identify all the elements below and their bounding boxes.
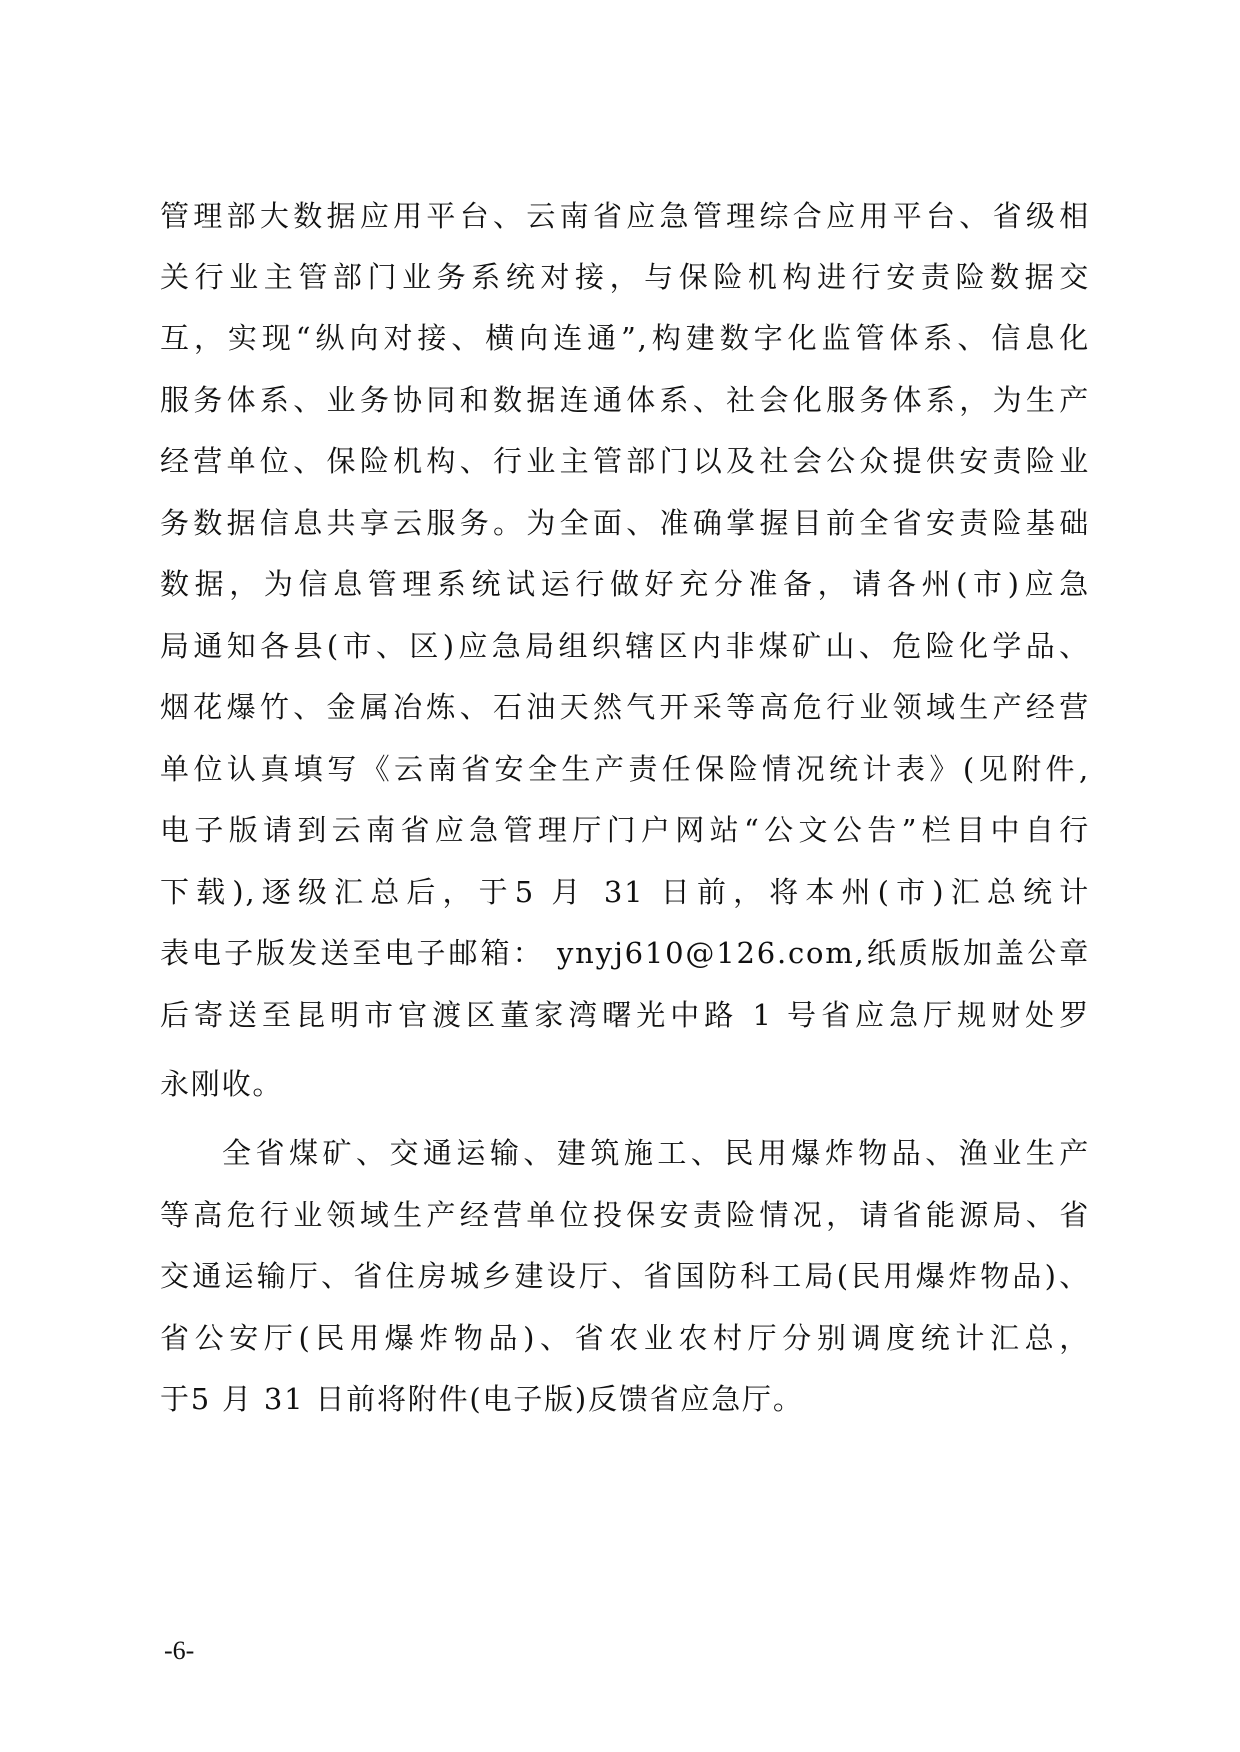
paragraph-1-line-8: 局通知各县(市、区)应急局组织辖区内非煤矿山、危险化学品、 bbox=[160, 629, 1090, 663]
paragraph-1-line-11: 电子版请到云南省应急管理厅门户网站“公文公告”栏目中自行 bbox=[160, 813, 1090, 847]
paragraph-1-line-3: 互，实现“纵向对接、横向连通”,构建数字化监管体系、信息化 bbox=[160, 321, 1090, 355]
paragraph-1-line-6: 务数据信息共享云服务。为全面、准确掌握目前全省安责险基础 bbox=[160, 506, 1090, 540]
paragraph-1-line-10: 单位认真填写《云南省安全生产责任保险情况统计表》(见附件, bbox=[160, 752, 1090, 786]
paragraph-2-line-1: 全省煤矿、交通运输、建筑施工、民用爆炸物品、渔业生产 bbox=[222, 1136, 1090, 1170]
paragraph-2-line-2: 等高危行业领域生产经营单位投保安责险情况，请省能源局、省 bbox=[160, 1198, 1090, 1232]
paragraph-1-line-2: 关行业主管部门业务系统对接，与保险机构进行安责险数据交 bbox=[160, 260, 1090, 294]
paragraph-1-line-15: 永刚收。 bbox=[160, 1067, 284, 1101]
paragraph-1-line-14: 后寄送至昆明市官渡区董家湾曙光中路 1 号省应急厅规财处罗 bbox=[160, 998, 1090, 1032]
page-number: -6- bbox=[164, 1636, 195, 1665]
paragraph-2-line-4: 省公安厅(民用爆炸物品)、省农业农村厅分别调度统计汇总， bbox=[160, 1321, 1090, 1355]
paragraph-1-line-12: 下载),逐级汇总后，于5 月 31 日前，将本州(市)汇总统计 bbox=[160, 875, 1090, 909]
paragraph-1-line-1: 管理部大数据应用平台、云南省应急管理综合应用平台、省级相 bbox=[160, 199, 1090, 233]
paragraph-1-line-7: 数据，为信息管理系统试运行做好充分准备，请各州(市)应急 bbox=[160, 567, 1090, 601]
paragraph-2-line-3: 交通运输厅、省住房城乡建设厅、省国防科工局(民用爆炸物品)、 bbox=[160, 1259, 1090, 1293]
paragraph-1-line-5: 经营单位、保险机构、行业主管部门以及社会公众提供安责险业 bbox=[160, 444, 1090, 478]
paragraph-1-line-4: 服务体系、业务协同和数据连通体系、社会化服务体系，为生产 bbox=[160, 383, 1090, 417]
paragraph-1-line-9: 烟花爆竹、金属冶炼、石油天然气开采等高危行业领域生产经营 bbox=[160, 690, 1090, 724]
paragraph-2-line-5: 于5 月 31 日前将附件(电子版)反馈省应急厅。 bbox=[160, 1382, 804, 1416]
paragraph-1-line-13-email: 表电子版发送至电子邮箱： ynyj610@126.com,纸质版加盖公章 bbox=[160, 936, 1090, 970]
